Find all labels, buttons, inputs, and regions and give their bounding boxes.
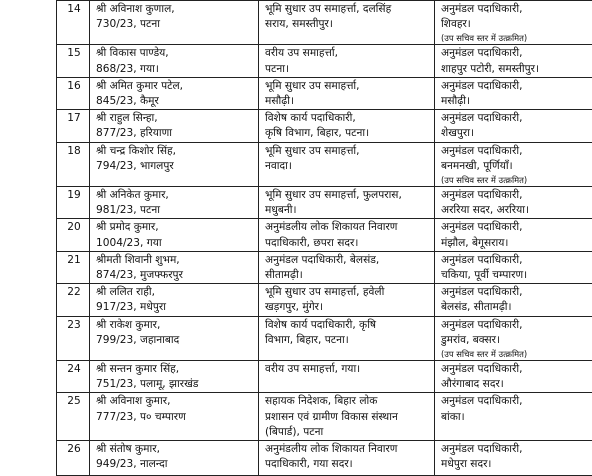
new-posting-line: मसौढ़ी। <box>441 94 592 109</box>
new-posting-cell <box>435 361 592 393</box>
officer-name-line: 799/23, जहानाबाद <box>96 333 254 348</box>
new-posting-line: शिवहर। <box>441 17 592 32</box>
new-posting-cell <box>435 110 592 142</box>
current-posting-line: पदाधिकारी, गया सदर। <box>265 457 430 472</box>
current-posting-line: अनुमंडलीय लोक शिकायत निवारण <box>265 220 430 235</box>
upgrade-note: (उप सचिव स्तर में उत्क्रमित) <box>441 348 592 360</box>
new-posting-cell <box>435 142 592 186</box>
new-posting-line: अनुमंडल पदाधिकारी, <box>441 253 592 268</box>
officer-name-line: श्री अविनाश कुणाल, <box>96 2 254 17</box>
new-posting-cell <box>435 393 592 441</box>
officer-name-line: श्री ललित राही, <box>96 285 254 300</box>
current-posting-line: अनुमंडलीय लोक शिकायत निवारण <box>265 442 430 457</box>
new-posting-cell <box>435 1 592 45</box>
new-posting-line: अररिया सदर, अररिया। <box>441 203 592 218</box>
current-posting-cell <box>259 251 435 283</box>
current-posting-cell <box>259 1 435 45</box>
current-posting-line: प्रशासन एवं ग्रामीण विकास संस्थान <box>265 410 430 425</box>
new-posting-line: शाहपुर पटोरी, समस्तीपुर। <box>441 62 592 77</box>
officer-name-cell <box>90 316 259 360</box>
officer-name-cell <box>90 1 259 45</box>
current-posting-line: सीतामढ़ी। <box>265 268 430 283</box>
current-posting-line: वरीय उप समाहर्त्ता, गया। <box>265 362 430 377</box>
new-posting-cell <box>435 219 592 251</box>
officer-name-line: श्री अविनाश कुमार, <box>96 394 254 409</box>
officer-name-line: 777/23, प० चम्पारण <box>96 410 254 425</box>
current-posting-line: विशेष कार्य पदाधिकारी, कृषि <box>265 318 430 333</box>
officer-name-line: 845/23, कैमूर <box>96 94 254 109</box>
new-posting-line: बेलसंड, सीतामढ़ी। <box>441 300 592 315</box>
new-posting-line: अनुमंडल पदाधिकारी, <box>441 318 592 333</box>
new-posting-cell <box>435 45 592 77</box>
current-posting-cell <box>259 110 435 142</box>
serial-number: 18 <box>57 142 90 186</box>
new-posting-line: औरंगाबाद सदर। <box>441 377 592 392</box>
upgrade-note: (उप सचिव स्तर में उत्क्रमित) <box>441 32 592 44</box>
officer-name-line: 751/23, पलामू, झारखंड <box>96 377 254 392</box>
officer-name-line: श्री राकेश कुमार, <box>96 318 254 333</box>
upgrade-note: (उप सचिव स्तर में उत्क्रमित) <box>441 174 592 186</box>
serial-number: 20 <box>57 219 90 251</box>
current-posting-line: (बिपार्ड), पटना <box>265 425 430 440</box>
serial-number: 25 <box>57 393 90 441</box>
table-row <box>57 142 592 186</box>
new-posting-line: अनुमंडल पदाधिकारी, <box>441 442 592 457</box>
serial-number: 17 <box>57 110 90 142</box>
new-posting-line: अनुमंडल पदाधिकारी, <box>441 144 592 159</box>
officer-name-line: 794/23, भागलपुर <box>96 159 254 174</box>
current-posting-cell <box>259 441 435 476</box>
table-row <box>57 45 592 77</box>
table-row <box>57 187 592 219</box>
new-posting-line: अनुमंडल पदाधिकारी, <box>441 188 592 203</box>
current-posting-line: सहायक निदेशक, बिहार लोक <box>265 394 430 409</box>
current-posting-cell <box>259 142 435 186</box>
current-posting-line: वरीय उप समाहर्त्ता, <box>265 46 430 61</box>
current-posting-line: नवादा। <box>265 159 430 174</box>
officer-name-line: श्रीमती शिवानी शुभम, <box>96 253 254 268</box>
officer-name-cell <box>90 45 259 77</box>
current-posting-cell <box>259 219 435 251</box>
new-posting-cell <box>435 251 592 283</box>
current-posting-line: कृषि विभाग, बिहार, पटना। <box>265 126 430 141</box>
current-posting-cell <box>259 45 435 77</box>
officer-name-cell <box>90 110 259 142</box>
new-posting-line: डुमरांव, बक्सर। <box>441 333 592 348</box>
current-posting-cell <box>259 284 435 316</box>
table-row <box>57 393 592 441</box>
officer-name-line: 877/23, हरियाणा <box>96 126 254 141</box>
officer-name-cell <box>90 251 259 283</box>
officer-name-line: श्री अमित कुमार पटेल, <box>96 79 254 94</box>
officer-name-line: श्री सन्तन कुमार सिंह, <box>96 362 254 377</box>
serial-number: 16 <box>57 77 90 109</box>
current-posting-line: अनुमंडल पदाधिकारी, बेलसंड, <box>265 253 430 268</box>
transfer-table <box>56 0 592 476</box>
current-posting-line: भूमि सुधार उप समाहर्त्ता, फुलपरास, <box>265 188 430 203</box>
transfer-table-body <box>57 1 592 476</box>
officer-name-line: श्री प्रमोद कुमार, <box>96 220 254 235</box>
new-posting-cell <box>435 316 592 360</box>
current-posting-line: खड़गपुर, मुंगेर। <box>265 300 430 315</box>
officer-name-cell <box>90 441 259 476</box>
new-posting-cell <box>435 77 592 109</box>
current-posting-cell <box>259 77 435 109</box>
officer-name-line: श्री संतोष कुमार, <box>96 442 254 457</box>
serial-number: 22 <box>57 284 90 316</box>
current-posting-cell <box>259 393 435 441</box>
new-posting-cell <box>435 284 592 316</box>
officer-name-line: 874/23, मुजफ्फरपुर <box>96 268 254 283</box>
officer-name-cell <box>90 187 259 219</box>
table-row <box>57 219 592 251</box>
current-posting-cell <box>259 316 435 360</box>
table-row <box>57 251 592 283</box>
officer-name-cell <box>90 361 259 393</box>
current-posting-cell <box>259 361 435 393</box>
serial-number: 23 <box>57 316 90 360</box>
new-posting-line: मधेपुरा सदर। <box>441 457 592 472</box>
officer-name-line: श्री अनिकेत कुमार, <box>96 188 254 203</box>
officer-name-line: श्री विकास पाण्डेय, <box>96 46 254 61</box>
new-posting-line: अनुमंडल पदाधिकारी, <box>441 285 592 300</box>
new-posting-line: अनुमंडल पदाधिकारी, <box>441 79 592 94</box>
officer-name-cell <box>90 219 259 251</box>
table-row <box>57 110 592 142</box>
serial-number: 24 <box>57 361 90 393</box>
officer-name-line: श्री चन्द्र किशोर सिंह, <box>96 144 254 159</box>
serial-number: 14 <box>57 1 90 45</box>
new-posting-line: चकिया, पूर्वी चम्पारण। <box>441 268 592 283</box>
officer-name-line: 917/23, मधेपुरा <box>96 300 254 315</box>
officer-name-cell <box>90 393 259 441</box>
officer-name-cell <box>90 142 259 186</box>
serial-number: 15 <box>57 45 90 77</box>
new-posting-line: अनुमंडल पदाधिकारी, <box>441 220 592 235</box>
new-posting-line: अनुमंडल पदाधिकारी, <box>441 394 592 409</box>
serial-number: 26 <box>57 441 90 476</box>
new-posting-line: बांका। <box>441 410 592 425</box>
officer-name-line: श्री राहुल सिन्हा, <box>96 111 254 126</box>
table-row <box>57 284 592 316</box>
current-posting-cell <box>259 187 435 219</box>
current-posting-line: मधुबनी। <box>265 203 430 218</box>
current-posting-line: भूमि सुधार उप समाहर्त्ता, हवेली <box>265 285 430 300</box>
table-row <box>57 361 592 393</box>
serial-number: 21 <box>57 251 90 283</box>
officer-name-line: 1004/23, गया <box>96 236 254 251</box>
new-posting-line: अनुमंडल पदाधिकारी, <box>441 46 592 61</box>
new-posting-line: अनुमंडल पदाधिकारी, <box>441 362 592 377</box>
officer-name-line: 868/23, गया। <box>96 62 254 77</box>
current-posting-line: पदाधिकारी, छपरा सदर। <box>265 236 430 251</box>
new-posting-line: अनुमंडल पदाधिकारी, <box>441 2 592 17</box>
current-posting-line: विभाग, बिहार, पटना। <box>265 333 430 348</box>
current-posting-line: विशेष कार्य पदाधिकारी, <box>265 111 430 126</box>
current-posting-line: पटना। <box>265 62 430 77</box>
table-row <box>57 316 592 360</box>
new-posting-cell <box>435 441 592 476</box>
table-row <box>57 441 592 476</box>
current-posting-line: मसौढ़ी। <box>265 94 430 109</box>
officer-name-line: 949/23, नालन्दा <box>96 457 254 472</box>
new-posting-line: मंझौल, बेगूसराय। <box>441 236 592 251</box>
officer-name-cell <box>90 284 259 316</box>
officer-name-line: 730/23, पटना <box>96 17 254 32</box>
current-posting-line: भूमि सुधार उप समाहर्त्ता, दलसिंह <box>265 2 430 17</box>
new-posting-line: अनुमंडल पदाधिकारी, <box>441 111 592 126</box>
new-posting-line: शेखपुरा। <box>441 126 592 141</box>
table-row <box>57 1 592 45</box>
new-posting-line: बनमनखी, पूर्णियाँ। <box>441 159 592 174</box>
officer-name-line: 981/23, पटना <box>96 203 254 218</box>
serial-number: 19 <box>57 187 90 219</box>
new-posting-cell <box>435 187 592 219</box>
officer-name-cell <box>90 77 259 109</box>
current-posting-line: भूमि सुधार उप समाहर्त्ता, <box>265 144 430 159</box>
current-posting-line: भूमि सुधार उप समाहर्त्ता, <box>265 79 430 94</box>
current-posting-line: सराय, समस्तीपुर। <box>265 17 430 32</box>
table-row <box>57 77 592 109</box>
